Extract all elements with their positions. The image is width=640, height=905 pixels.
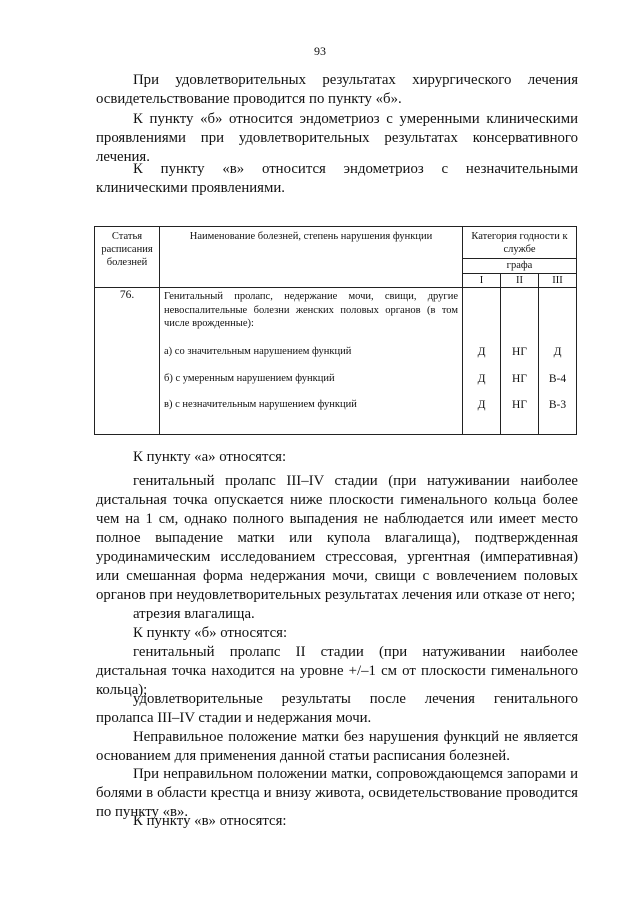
header-column-3: III [539,274,577,288]
body-paragraph-3: атрезия влагалища. [133,606,255,622]
header-category: Категория годности к службе [463,227,577,259]
item-c-cat2: НГ [512,399,527,411]
item-c-cat1: Д [477,399,486,411]
item-a-cat2: НГ [512,346,527,358]
page-number: 93 [314,44,326,58]
body-paragraph-4: К пункту «б» относятся: [133,625,288,641]
item-c-cat3: В-3 [548,399,567,411]
table-row [95,288,577,435]
header-column-1: I [463,274,501,288]
body-paragraph-7: Неправильное положение матки без нарушения функций не является основанием для применения данной статьи расписания болезней. [96,729,578,764]
item-b-cat3: В-4 [548,373,567,385]
item-b-label: б) с умеренным нарушением функций [164,373,335,384]
category-column-1-cell [463,288,501,435]
body-paragraph-2: генитальный пролапс III–IV стадии (при натуживании наиболее дистальная точка опускается ниже плоскости гименального кольца более чем на 1 см, однако полного выпадения не наблюдается или имеет место полное выпадение матки или купола влагалища), подтвержденная уродинамическим исследованием стрессовая, ургентная (императивная) или смешанная форма недержания мочи, свищи с вовлечением половых органов при неудовлетворительных результатах лечения или отказе от него; [96,473,578,603]
item-b-cat1: Д [477,373,486,385]
category-column-3-cell [539,288,577,435]
body-paragraph-8: При неправильном положении матки, сопровождающемся запорами и болями в области крестца и внизу живота, освидетельствование проводится по пункту «в». [96,766,578,820]
body-paragraph-5: генитальный пролапс II стадии (при натуживании наиболее дистальная точка находится на уровне +/–1 см от плоскости гименального кольца); [96,644,578,698]
body-paragraph-6: удовлетворительные результаты после лечения генитального пролапса III–IV стадии и недержания мочи. [96,691,578,726]
header-article: Статья расписания болезней [95,227,160,288]
intro-paragraph-3: К пункту «в» относится эндометриоз с незначительными клиническими проявлениями. [96,161,578,196]
body-paragraph-9: К пункту «в» относятся: [133,813,287,829]
item-a-cat1: Д [477,346,486,358]
header-grafa: графа [463,259,577,274]
category-column-2-cell [501,288,539,435]
header-column-2: II [501,274,539,288]
item-b-cat2: НГ [512,373,527,385]
intro-paragraph-1: При удовлетворительных результатах хирургического лечения освидетельствование проводится по пункту «б». [96,72,578,107]
header-disease-name: Наименование болезней, степень нарушения функции [160,227,463,288]
fitness-category-table [94,226,577,435]
body-paragraph-1: К пункту «а» относятся: [133,449,287,465]
article-number: 76. [95,288,160,435]
item-a-label: а) со значительным нарушением функций [164,346,352,357]
row-description-text: Генитальный пролапс, недержание мочи, свищи, другие невоспалительные болезни женских половых органов (в том числе врожденные): [164,291,458,329]
item-c-label: в) с незначительным нарушением функций [164,399,357,410]
item-a-cat3: Д [553,346,562,358]
row-description [160,288,463,435]
intro-paragraph-2: К пункту «б» относится эндометриоз с умеренными клиническими проявлениями при удовлетворительных результатах консервативного лечения. [96,111,578,165]
